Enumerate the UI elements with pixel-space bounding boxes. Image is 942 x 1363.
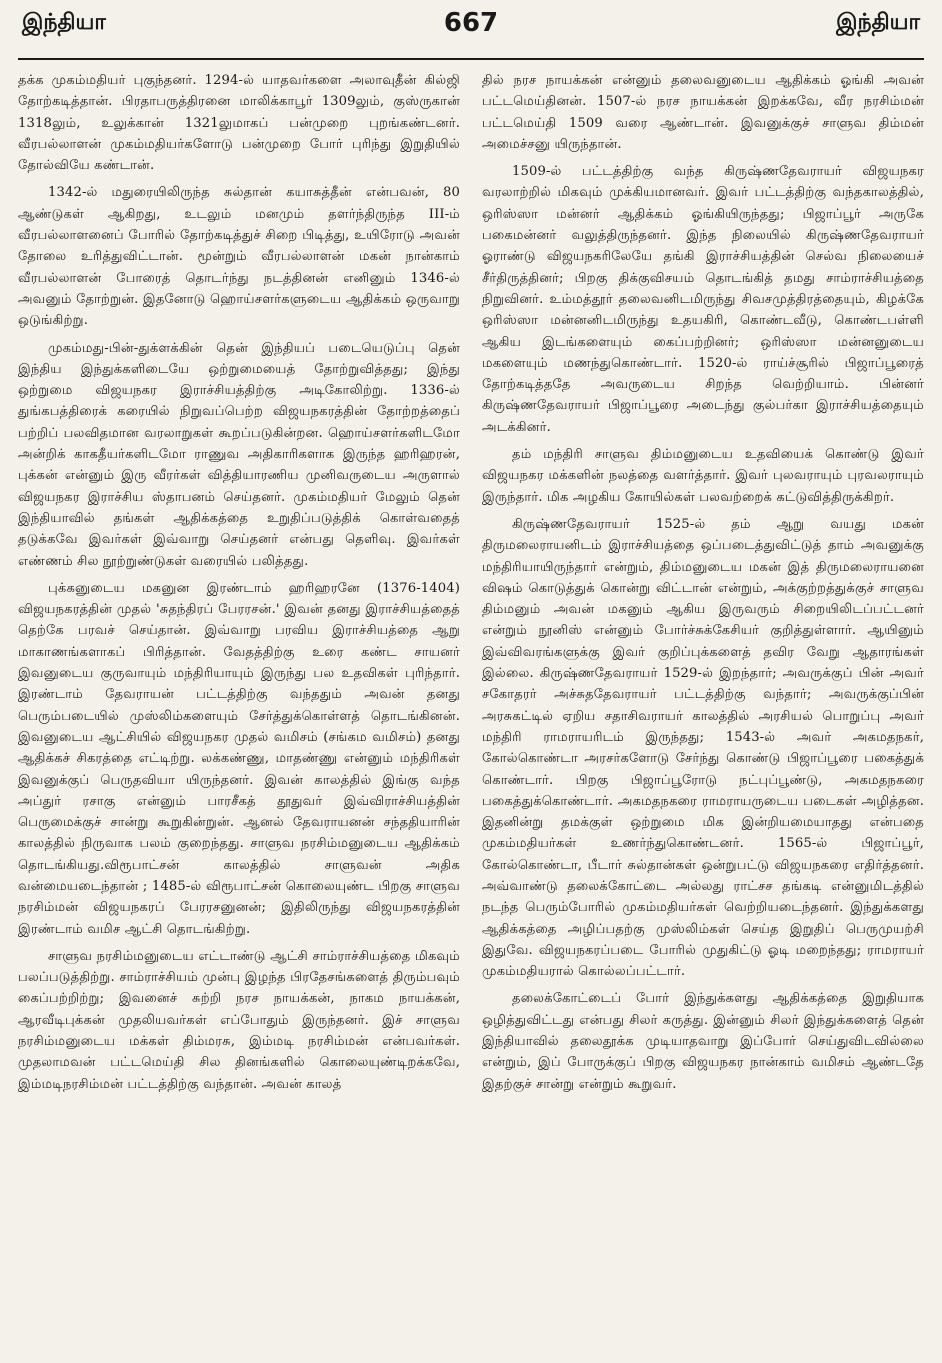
right-column xyxy=(482,70,924,1360)
text-columns xyxy=(18,70,924,1360)
paragraph: 1509-ல் பட்டத்திற்கு வந்த கிருஷ்ணதேவராயர் விஜயநகர வரலாற்றில் மிகவும் முக்கியமானவர். இவர் பட்டத்திற்கு வந்தகாலத்தில், ஒரிஸ்ஸா மன்னர் ஆதிக்கம் ஓங்கியிருந்தது; பிஜாப்பூர் அருகே பகைமன்னர் வலுத்திருந்தனர். இந்த நிலையில் கிருஷ்ணதேவராயர் ஓராண்டு விஜயநகரிலேயே தங்கி இராச்சியத்தின் செல்வ நிலையைச் சீர்திருத்தினர்; பிறகு திக்குவிசயம் தொடங்கித் தமது சாம்ராச்சியத்தை நிறுவினர். உம்மத்தூர் தலைவனிடமிருந்து சிவசமுத்திரத்தையும், கிழக்கே ஒரிஸ்ஸா மன்னனிடமிருந்து உதயகிரி, கொண்டவீடு, கொண்டபள்ளி ஆகிய இடங்களையும் கைப்பற்றினர்; ஒரிஸ்ஸா மன்னனுடைய மகளையும் மணந்துகொண்டார். 1520-ல் ராய்ச்சூரில் பிஜாப்பூரைத் தோற்கடித்ததே அவருடைய சிறந்த வெற்றியாம். பின்னர் கிருஷ்ணதேவராயர் பிஜாப்பூரை அடைந்து குல்பர்கா இராச்சியத்தையும் அடக்கினர். xyxy=(482,164,924,435)
paragraph: புக்கனுடைய மகனுன இரண்டாம் ஹரிஹரனே (1376-1404) விஜயநகரத்தின் முதல் 'சுதந்திரப் பேரரசன்.' இவன் தனது இராச்சியத்தைத் தெற்கே பரவச் செய்தான். இவ்வாறு பரவிய இராச்சியத்தை ஆறு மாகாணங்களாகப் பிரித்தான். வேதத்திற்கு உரை கண்ட சாயனர் இவனுடைய குருவாயும் மந்திரியாயும் இருந்து பல உதவிகள் புரிந்தார். இரண்டாம் தேவராயன் பட்டத்திற்கு வந்ததும் அவன் தனது பெரும்படையில் முஸ்லிம்களையும் சேர்த்துக்கொள்ளத் தொடங்கினன். இவனுடைய ஆட்சியில் விஜயநகர முதல் வமிசம் (சங்கம வமிசம்) தனது ஆதிக்கச் சிகரத்தை எட்டிற்று. லக்கண்ணு, மாதண்ணு என்னும் மந்திரிகள் இவனுக்குப் பெருதவியா யிருந்தனர். இவன் காலத்தில் இங்கு வந்த அப்துர் ரசாகு என்னும் பாரசீகத் தூதுவர் இவ்விராச்சியத்தின் பெருமைக்குச் சான்று கூறுகின்றுன். ஆனல் தேவராயனன் சந்ததியாரின் காலத்தில் நிருவாக பலம் குறைந்தது. சாளுவ நரசிம்மனுடைய ஆதிக்கம் தொடங்கியது.விரூபாட்சன் காலத்தில் சாளுவன் அதிக வன்மையடைந்தான் ; 1485-ல் விரூபாட்சன் கொலையுண்ட பிறகு சாளுவ நரசிம்மன் விஜயநகரப் பேரரசனுனன்; இதிலிருந்து விஜயநகரத்தின் இரண்டாம் வமிச ஆட்சி தொடங்கிற்று. xyxy=(18,580,460,937)
page-number: 667 xyxy=(443,8,499,38)
paragraph: 1342-ல் மதுரையிலிருந்த சுல்தான் கயாசுத்தீன் என்பவன், 80 ஆண்டுகள் ஆகிறது, உடலும் மனமும் தளர்ந்திருந்த III-ம் வீரபல்லாளனைப் போரில் தோற்கடித்துச் சிறை பிடித்து, உயிரோடு அவன் தோலை உரித்துவிட்டான். மூன்றும் வீரபல்லாளன் மகன் நான்காம் வீரபல்லாளன் போரைத் தொடர்ந்து நடத்தினன் எனினும் 1346-ல் அவனும் தோற்றுன். இதனோடு ஹொய்சளர்களுடைய ஆதிக்கம் ஒருவாறு ஒடுங்கிற்று. xyxy=(18,185,460,329)
paragraph: தம் மந்திரி சாளுவ திம்மனுடைய உதவியைக் கொண்டு இவர் விஜயநகர மக்களின் நலத்தை வளர்த்தார். இவர் புலவராயும் புரவலராயும் இருந்தார். மிக அழகிய கோயில்கள் பலவற்றைக் கட்டுவித்திருக்கிறர். xyxy=(482,447,924,505)
paragraph: தலைக்கோட்டைப் போர் இந்துக்களது ஆதிக்கத்தை இறுதியாக ஒழித்துவிட்டது என்பது சிலர் கருத்து. இன்னும் சிலர் இந்துக்களைத் தென் இந்தியாவில் தலைதூக்க முடியாதவாறு இப்போர் செய்துவிடவில்லை என்றும், இப் போருக்குப் பிறகு விஜயநகர நான்காம் வமிசம் ஆண்டதே இதற்குச் சான்று என்றும் கூறுவர். xyxy=(482,991,924,1092)
left-column xyxy=(18,70,460,1360)
paragraph: தில் நரச நாயக்கன் என்னும் தலைவனுடைய ஆதிக்கம் ஓங்கி அவன் பட்டமெய்தினன். 1507-ல் நரச நாயக்கன் இறக்கவே, வீர நரசிம்மன் பட்டமெய்தி 1509 வரை ஆண்டான். இவனுக்குச் சாளுவ திம்மன் அமைச்சனு யிருந்தான். xyxy=(482,73,924,152)
running-title-right: இந்தியா xyxy=(836,10,920,35)
running-title-left: இந்தியா xyxy=(22,10,106,35)
paragraph: தக்க முகம்மதியர் புகுந்தனர். 1294-ல் யாதவர்களை அலாவுதீன் கில்ஜி தோற்கடித்தான். பிரதாபருத்திரனை மாலிக்காபூர் 1309லும், குஸ்ருகான் 1318லும், உலுக்கான் 1321லுமாகப் பன்முறை புறங்கண்டனர். வீரபல்லாளன் முகம்மதியர்களோடு பன்முறை போர் புரிந்து இறுதியில் தோல்வியே கண்டான். xyxy=(18,73,460,174)
page-header xyxy=(18,8,924,60)
paragraph: கிருஷ்ணதேவராயர் 1525-ல் தம் ஆறு வயது மகன் திருமலைராயனிடம் இராச்சியத்தை ஒப்படைத்துவிட்டுத் தாம் அவனுக்கு மந்திரியாயிருந்தார் என்றும், திம்மனுடைய மகன் இத் திருமலைராயனை விஷம் கொடுத்துக் கொன்று விட்டான் என்றும், அக்குற்றத்துக்குச் சாளுவ திம்மனும் அவன் மகனும் ஆகிய இருவரும் சிறையிலிடப்பட்டனர் என்றும் நூனிஸ் என்னும் போர்ச்சுக்கேசியர் குறித்துள்ளார். ஆயினும் இவ்விவரங்களுக்கு இவர் குறிப்புக்களைத் தவிர வேறு ஆதாரங்கள் இல்லை. கிருஷ்ணதேவராயர் 1529-ல் இறந்தார்; அவருக்குப் பின் அவர் சகோதரர் அச்சுததேவராயர் பட்டத்திற்கு வந்தார்; அவருக்குப்பின் அரசுகட்டில் ஏறிய சதாசிவராயர் காலத்தில் அரசியல் பொறுப்பு அவர் மந்திரி ராமராயரிடம் இருந்தது; 1543-ல் அவர் அகமதநகர், கோல்கொண்டா அரசர்களோடு சேர்ந்து கொண்டு பிஜாப்பூரை பகைத்துக் கொண்டார். பிறகு பிஜாப்பூரோடு நட்புப்பூண்டு, அகமதநகரை பகைத்துக்கொண்டார். அகமதநகரை ராமராயருடைய படைகள் அழித்தன. இதனின்று தமக்குள் ஒற்றுமை மிக இன்றியமையாதது என்பதை முகம்மதியர்கள் உணர்ந்துகொண்டனர். 1565-ல் பிஜாப்பூர், கோல்கொண்டா, பீடார் சுல்தான்கள் ஒன்றுபட்டு விஜயநகரை எதிர்த்தனர். அவ்வாண்டு தலைக்கோட்டை அல்லது ராட்சச தங்கடி என்னுமிடத்தில் நடந்த பெரும்போரில் முகம்மதியர்கள் வெற்றியடைந்தனர். இந்துக்களது ஆதிக்கத்தை அழிப்பதற்கு முஸ்லிம்கள் செய்த இறுதிப் பெருமுயற்சி இதுவே. விஜயநகரப்படை போரில் முதுகிட்டு ஓடி மறைந்தது; ராமராயர் முகம்மதியரால் கொல்லப்பட்டார். xyxy=(482,516,924,980)
paragraph: முகம்மது-பின்-துக்ளக்கின் தென் இந்தியப் படையெடுப்பு தென் இந்திய இந்துக்களிடையே ஒற்றுமையைத் தோற்றுவித்தது; இந்து ஒற்றுமை விஜயநகர இராச்சியத்திற்கு அடிகோலிற்று. 1336-ல் துங்கபத்திரைக் கரையில் நிறுவப்பெற்ற விஜயநகரத்தின் தோற்றத்தைப் பற்றிப் பலவிதமான வரலாறுகள் கூறப்படுகின்றன. ஹொய்சளர்களிடமோ அன்றிக் காகதீயர்களிடமோ ராணுவ அதிகாரிகளாக இருந்த ஹரிஹரன், புக்கன் என்னும் இரு வீரர்கள் வித்தியாரணிய முனிவருடைய அருளால் விஜயநகர இராச்சிய ஸ்தாபனம் செய்தனர். முகம்மதியர் மேலும் தென் இந்தியாவில் தங்கள் ஆதிக்கத்தை உறுதிப்படுத்திக் கொள்வதைத் தடுக்கவே இவர்கள் இவ்வாறு செய்தனர் என்பது தெளிவு. இவர்கள் எண்ணம் சில நூற்றுண்டுகள் வரையில் பலித்தது. xyxy=(18,340,460,569)
paragraph: சாளுவ நரசிம்மனுடைய எட்டாண்டு ஆட்சி சாம்ராச்சியத்தை மிகவும் பலப்படுத்திற்று. சாம்ராச்சியம் முன்பு இழந்த பிரதேசங்களைத் திரும்பவும் கைப்பற்றிற்று; இவனைச் சுற்றி நரச நாயக்கன், நாகம நாயக்கன், ஆரவீடிபுக்கன் முதலியவர்கள் எப்போதும் இருந்தனர். இச் சாளுவ நரசிம்மனுடைய மக்கள் திம்மரசு, இம்மடி நரசிம்மன் என்பவர்கள். முதலாமவன் பட்டமெய்தி சில தினங்களில் கொலையுண்டிறக்கவே, இம்மடிநரசிம்மன் பட்டத்திற்கு வந்தான். அவன் காலத் xyxy=(18,948,460,1092)
